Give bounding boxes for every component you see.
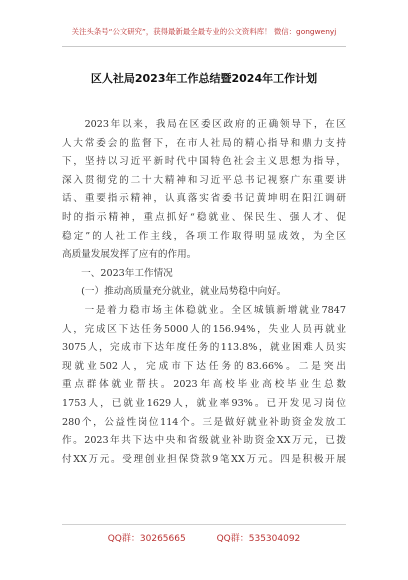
body-line: 高质量发展发挥了应有的作用。 (62, 249, 197, 261)
footer (0, 531, 408, 544)
body-line: 深入贯彻党的二十大精神和习近平总书记视察广东重要讲 (62, 174, 346, 186)
body-line: 付XX万元。受理创业担保贷款9笔XX万元。四是积极开展 (62, 453, 346, 465)
body-line: 时的指示精神，重点抓好“稳就业、保民生、强人才、促 (62, 211, 346, 223)
body-line: 人，完成区下达任务5000人的156.94%，失业人员再就业 (62, 323, 346, 335)
body-line: 1753人，已就业1629人，就业率93%。已开发见习岗位 (62, 397, 346, 409)
section-heading: 一、2023年工作情况 (62, 267, 173, 279)
body-line: 280个，公益性岗位114个。三是做好就业补助资金发放工 (62, 416, 346, 428)
header-divider (62, 46, 346, 47)
footer-qq-group-1: QQ群：30265665 (107, 534, 186, 544)
body-line: 下，坚持以习近平新时代中国特色社会主义思想为指导， (62, 156, 346, 168)
subsection-heading: (一）推动高质量充分就业，就业局势稳中向好。 (62, 286, 287, 298)
footer-qq-group-2: QQ群：535304092 (216, 534, 301, 544)
body-line: 话、重要指示精神，认真落实省委书记黄坤明在阳江调研 (62, 193, 346, 205)
body-line: 现就业502人，完成市下达任务的83.66%。二是突出 (62, 360, 346, 372)
footer-divider (62, 524, 346, 525)
document-body (62, 116, 346, 469)
body-line: 3075人，完成市下达年度任务的113.8%，就业困难人员实 (62, 342, 346, 354)
body-line: 稳定”的人社工作主线，各项工作取得明显成效，为全区 (62, 230, 346, 242)
body-line: 2023年以来，我局在区委区政府的正确领导下，在区 (62, 119, 346, 130)
document-title: 区人社局2023年工作总结暨2024年工作计划 (90, 72, 318, 85)
header-banner: 关注头条号“公文研究”，获得最新最全最专业的公文资料库！ 微信：gongwenyj (71, 27, 337, 36)
body-line: 作。2023年共下达中央和省级就业补助资金XX万元，已拨 (62, 435, 346, 447)
body-line: 重点群体就业帮扶。2023年高校毕业高校毕业生总数 (62, 379, 346, 391)
body-line: 人大常委会的监督下，在市人社局的精心指导和鼎力支持 (62, 137, 346, 149)
body-line: 一是着力稳市场主体稳就业。全区城镇新增就业7847 (62, 304, 346, 316)
